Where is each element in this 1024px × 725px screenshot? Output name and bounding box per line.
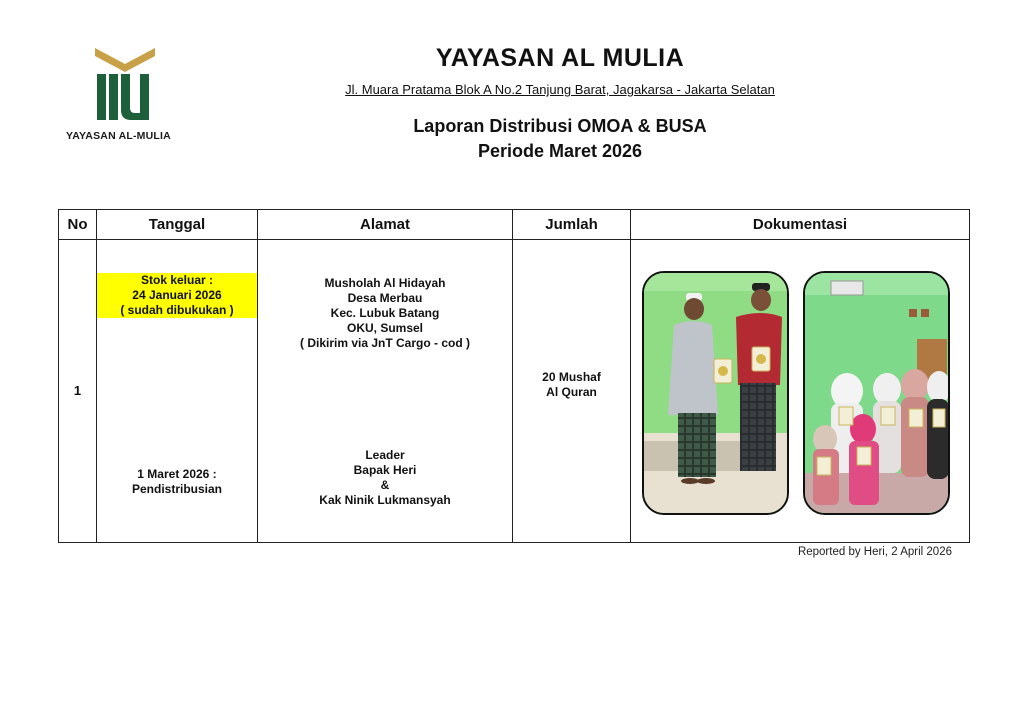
table-header-row [59, 210, 970, 240]
cell-no [59, 240, 97, 543]
header-no: No [59, 210, 97, 240]
shipping-note: ( Dikirim via JnT Cargo - cod ) [299, 336, 471, 350]
distribution-label: Pendistribusian [131, 482, 223, 496]
report-title: Laporan Distribusi OMOA & BUSA [413, 116, 707, 136]
cell-dokumentasi [631, 240, 970, 543]
quantity-amount: 20 Mushaf [542, 370, 601, 384]
distribution-date-note [97, 467, 257, 497]
al-mulia-logo-icon [93, 44, 157, 126]
leader-label: Leader [365, 448, 405, 462]
organization-name: YAYASAN AL MULIA [435, 44, 685, 72]
cell-tanggal [97, 240, 258, 543]
reported-by: Reported by Heri, 2 April 2026 [797, 546, 952, 558]
distribution-date: 1 Maret 2026 : [137, 467, 217, 481]
address-line: OKU, Sumsel [346, 321, 424, 335]
logo [60, 44, 190, 144]
leader-ampersand: & [380, 478, 390, 492]
leader-name: Kak Ninik Lukmansyah [319, 493, 451, 507]
stock-out-note [97, 273, 257, 318]
header-dokumentasi: Dokumentasi [631, 210, 970, 240]
quantity-item: Al Quran [546, 385, 597, 399]
address-line: Kec. Lubuk Batang [330, 306, 440, 320]
documentation-photo-1[interactable] [642, 271, 789, 515]
report-period: Periode Maret 2026 [477, 141, 643, 161]
cell-jumlah [513, 240, 631, 543]
leader-name: Bapak Heri [353, 463, 417, 477]
header-jumlah: Jumlah [513, 210, 631, 240]
header-tanggal: Tanggal [97, 210, 258, 240]
header-alamat: Alamat [258, 210, 513, 240]
documentation-photo-2[interactable] [803, 271, 950, 515]
recipient-address [258, 276, 512, 351]
table-row [59, 240, 970, 543]
distribution-table [58, 209, 970, 543]
quantity [513, 370, 630, 400]
row-number: 1 [73, 383, 82, 398]
address-line: Musholah Al Hidayah [324, 276, 446, 290]
organization-address: Jl. Muara Pratama Blok A No.2 Tanjung Barat, Jagakarsa - Jakarta Selatan [345, 82, 775, 97]
leader-info [258, 448, 512, 508]
stock-out-status: ( sudah dibukukan ) [120, 303, 234, 317]
logo-text: YAYASAN AL-MULIA [66, 130, 171, 142]
cell-alamat [258, 240, 513, 543]
stock-out-date: 24 Januari 2026 [132, 288, 222, 302]
address-line: Desa Merbau [347, 291, 423, 305]
stock-out-label: Stok keluar : [140, 273, 214, 287]
